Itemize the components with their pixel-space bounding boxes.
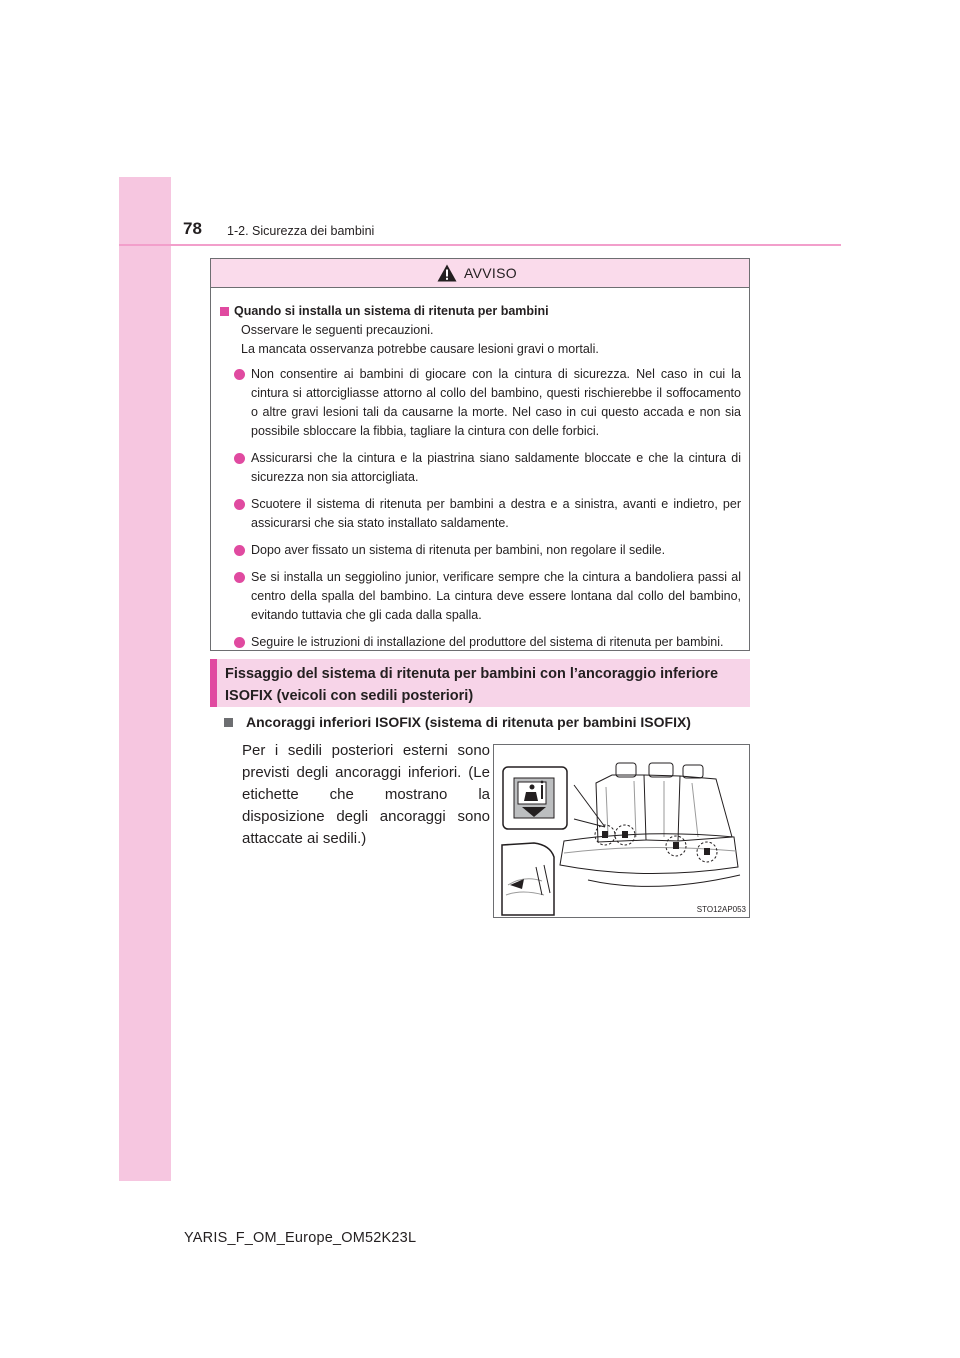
image-code: STO12AP053 <box>696 905 746 914</box>
warning-heading <box>220 302 741 321</box>
warning-item <box>220 495 741 533</box>
isofix-subheading-text: Ancoraggi inferiori ISOFIX (sistema di ritenuta per bambini ISOFIX) <box>246 714 691 730</box>
page-number: 78 <box>183 219 202 238</box>
warning-item-text: Se si installa un seggiolino junior, verificare sempre che la cintura a bandoliera passi al centro della spalla del bambino. La cintura deve essere lontana dal collo del bambino, evitando tuttavia che gli cada dalla spalla. <box>251 570 741 622</box>
warning-item <box>220 568 741 625</box>
header-divider <box>119 244 841 246</box>
warning-item <box>220 449 741 487</box>
isofix-title-line: ISOFIX (veicoli con sedili posteriori) <box>225 688 474 704</box>
rear-seat-drawing <box>494 745 749 917</box>
warning-box <box>210 258 750 651</box>
warning-intro-line: Osservare le seguenti precauzioni. <box>241 323 434 337</box>
isofix-section-title <box>210 659 750 707</box>
isofix-body-text: Per i sedili posteriori esterni sono previsti degli ancoraggi inferiori. (Le etichette che mostrano la disposizione degli ancoraggi sono attaccate ai sedili.) <box>242 742 490 847</box>
warning-item <box>220 365 741 441</box>
bullet-dot-icon <box>234 637 245 648</box>
bullet-dot-icon <box>234 572 245 583</box>
footer-document-code: YARIS_F_OM_Europe_OM52K23L <box>184 1230 417 1246</box>
warning-title: AVVISO <box>464 265 517 281</box>
square-bullet-icon <box>224 718 233 727</box>
isofix-title-line: Fissaggio del sistema di ritenuta per bambini con l’ancoraggio inferiore <box>225 666 719 682</box>
warning-item <box>220 541 741 560</box>
warning-intro <box>220 321 741 359</box>
warning-item <box>220 633 741 652</box>
warning-title-bar <box>211 259 749 288</box>
warning-item-text: Seguire le istruzioni di installazione del produttore del sistema di ritenuta per bambini. <box>251 635 724 649</box>
warning-heading-text: Quando si installa un sistema di ritenuta per bambini <box>234 304 549 318</box>
bullet-dot-icon <box>234 545 245 556</box>
isofix-subheading <box>224 714 691 730</box>
warning-item-text: Assicurarsi che la cintura e la piastrina siano saldamente bloccate e che la cintura di sicurezza non sia attorcigliata. <box>251 451 741 484</box>
bullet-dot-icon <box>234 499 245 510</box>
side-tab <box>119 177 171 1181</box>
bullet-dot-icon <box>234 453 245 464</box>
warning-triangle-icon <box>437 264 457 282</box>
warning-intro-line: La mancata osservanza potrebbe causare lesioni gravi o mortali. <box>241 342 599 356</box>
section-title: 1-2. Sicurezza dei bambini <box>227 224 375 238</box>
warning-item-text: Dopo aver fissato un sistema di ritenuta per bambini, non regolare il sedile. <box>251 543 666 557</box>
square-bullet-icon <box>220 307 229 316</box>
warning-item-text: Non consentire ai bambini di giocare con la cintura di sicurezza. Nel caso in cui la cintura si attorcigliasse attorno al collo del bambino, questi rischierebbe il soffocamento o altre gravi lesioni tali da causarne la morte. Nel caso in cui questo accada e non sia possibile sbloccare la fibbia, tagliare la cintura con delle forbici. <box>251 367 741 438</box>
bullet-dot-icon <box>234 369 245 380</box>
warning-body <box>211 288 749 652</box>
warning-item-text: Scuotere il sistema di ritenuta per bambini a destra e a sinistra, avanti e indietro, per assicurarsi che sia stato installato saldamente. <box>251 497 741 530</box>
rear-seat-isofix-illustration <box>493 744 750 918</box>
